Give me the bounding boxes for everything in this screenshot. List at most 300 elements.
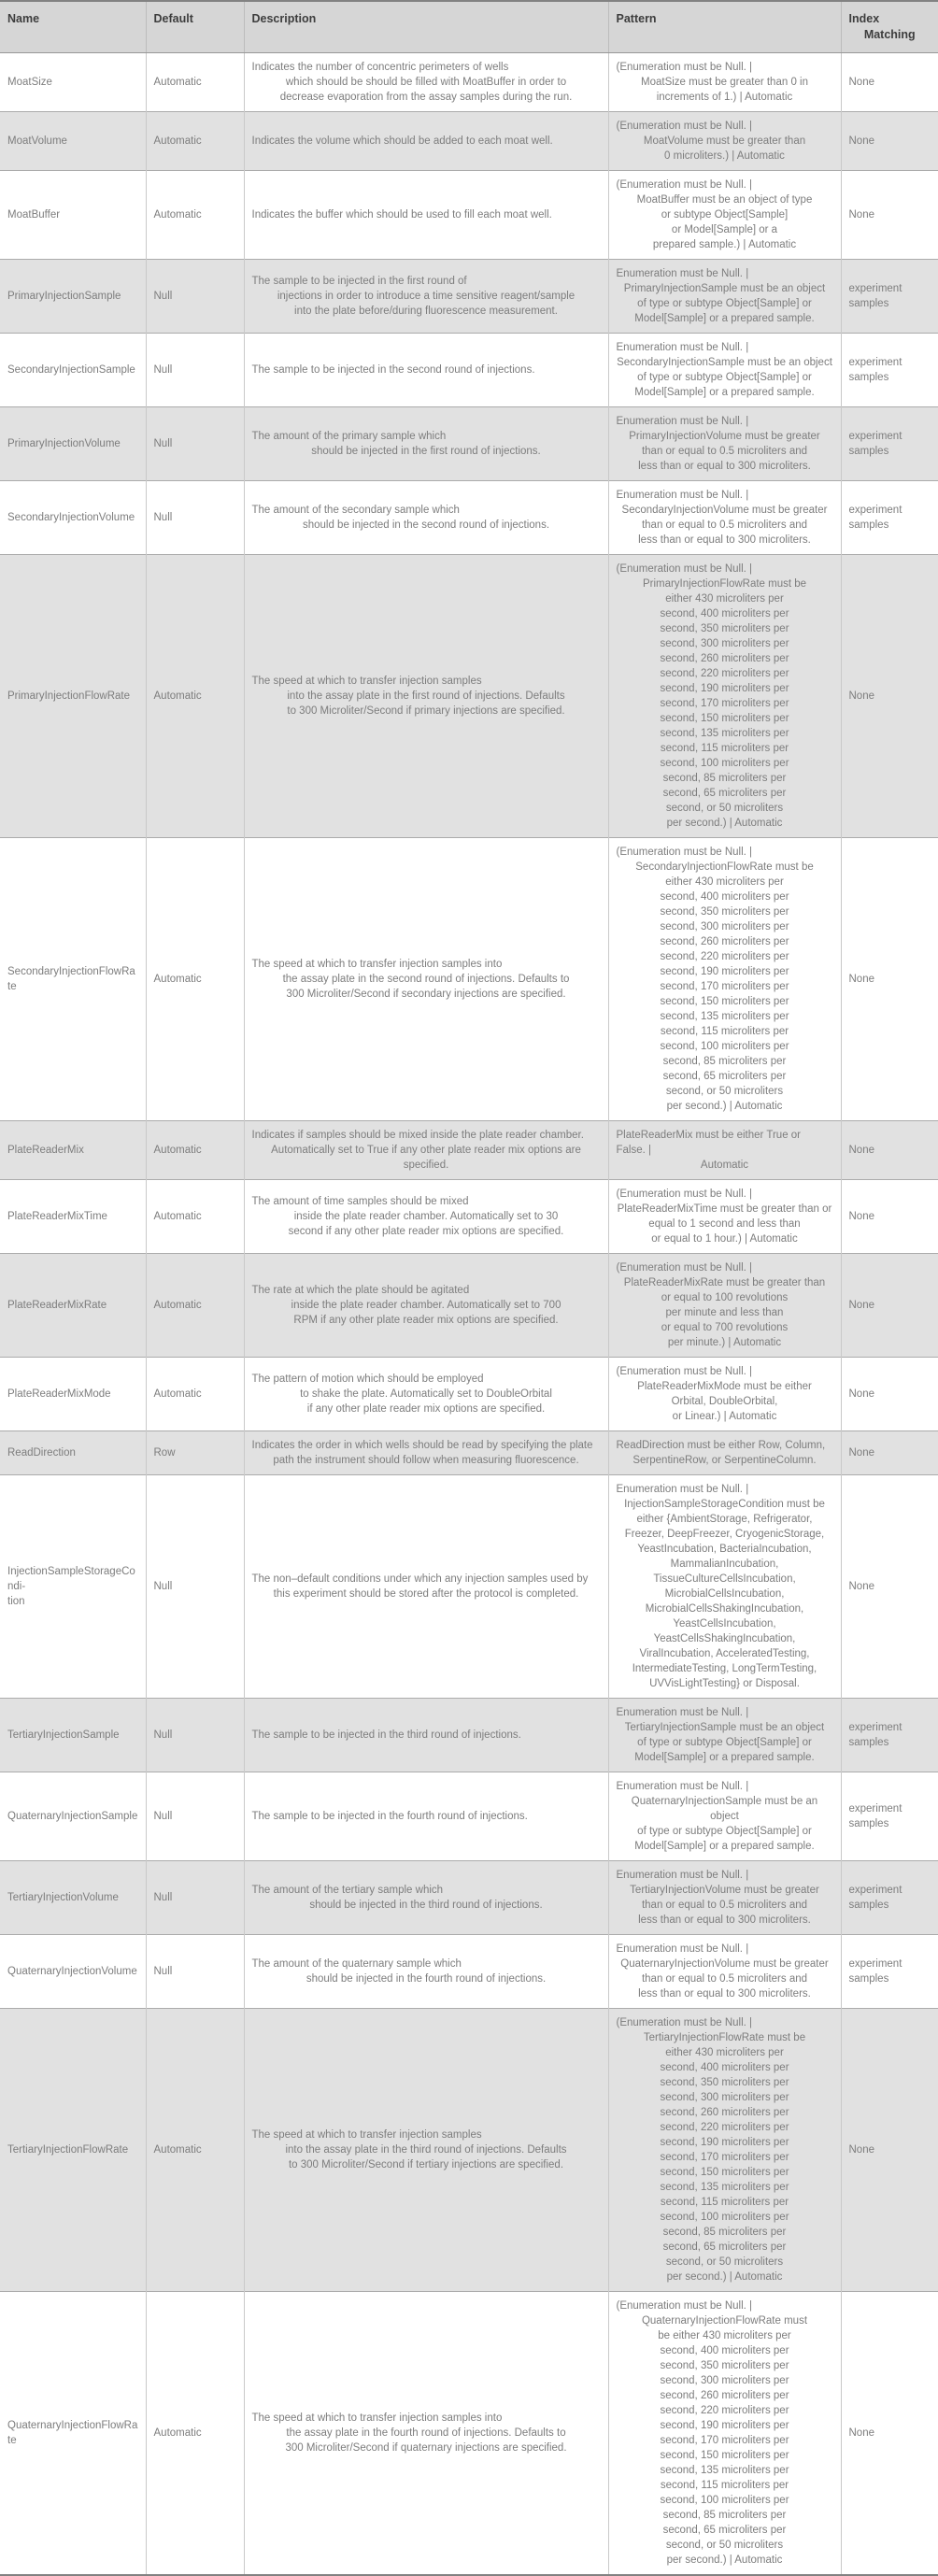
pattern-cell (608, 1861, 841, 1935)
name-cell (0, 1431, 146, 1475)
default-cell (146, 1358, 244, 1431)
default-cell (146, 1772, 244, 1861)
index-matching-cell-line: None (848, 1300, 874, 1311)
description-cell-line: to 300 Microliter/Second if primary injections are specified. (287, 705, 565, 717)
index-matching-cell (841, 1121, 938, 1180)
description-cell (244, 1180, 608, 1254)
name-cell (0, 1772, 146, 1861)
description-cell-line: The non–default conditions under which any injection samples used by (251, 1573, 589, 1585)
pattern-cell-line: second, 170 microliters per (660, 2435, 789, 2446)
default-cell (146, 838, 244, 1121)
pattern-cell-line: PlateReaderMixMode must be either (637, 1381, 812, 1392)
index-matching-cell-line: experiment samples (848, 505, 902, 531)
pattern-cell-line: second, 135 microliters per (660, 1011, 789, 1022)
description-cell-line: decrease evaporation from the assay samples during the run. (279, 92, 573, 103)
table-row (0, 1358, 938, 1431)
pattern-cell (608, 1431, 841, 1475)
name-cell-line: PlateReaderMixTime (7, 1211, 107, 1222)
name-cell-line: SecondaryInjectionFlowRate (7, 966, 135, 992)
default-cell-line: Null (153, 364, 173, 376)
pattern-cell-line: Model[Sample] or a prepared sample. (634, 313, 815, 324)
name-cell-line: PrimaryInjectionVolume (7, 438, 121, 449)
table-row (0, 334, 938, 407)
pattern-cell-line: or equal to 100 revolutions (661, 1292, 789, 1303)
pattern-cell-line: IntermediateTesting, LongTermTesting, (632, 1663, 817, 1674)
pattern-cell-line: second, 170 microliters per (660, 2152, 789, 2163)
pattern-cell-line: second, 350 microliters per (660, 623, 789, 634)
description-cell (244, 1475, 608, 1699)
pattern-cell-line: than or equal to 0.5 microliters and (641, 1973, 808, 1985)
pattern-cell-line: second, 260 microliters per (660, 653, 789, 664)
description-cell (244, 838, 608, 1121)
pattern-cell-line: (Enumeration must be Null. | (616, 563, 753, 575)
pattern-cell-line: per second.) | Automatic (666, 1101, 783, 1112)
description-cell-line: The amount of the primary sample which (251, 431, 447, 442)
pattern-cell-line: MicrobialCellsShakingIncubation, (645, 1603, 804, 1615)
pattern-cell (608, 171, 841, 260)
pattern-cell-line: of type or subtype Object[Sample] or (637, 1826, 812, 1837)
pattern-cell-line: second, 260 microliters per (660, 2107, 789, 2118)
table-row (0, 260, 938, 334)
description-cell-line: 300 Microliter/Second if secondary injections are specified. (286, 989, 566, 1000)
table-row (0, 1254, 938, 1358)
pattern-cell-line: second, 300 microliters per (660, 638, 789, 649)
pattern-cell-line: per second.) | Automatic (666, 818, 783, 829)
pattern-cell-line: second, 170 microliters per (660, 698, 789, 709)
index-matching-cell (841, 1699, 938, 1772)
name-cell (0, 1699, 146, 1772)
pattern-cell-line: equal to 1 second and less than (648, 1218, 801, 1230)
table-row (0, 1699, 938, 1772)
description-cell (244, 53, 608, 112)
pattern-cell-line: either 430 microliters per (665, 876, 784, 888)
pattern-cell-line: less than or equal to 300 microliters. (638, 1914, 811, 1926)
index-matching-cell-line: None (848, 2144, 874, 2156)
description-cell-line: The amount of the tertiary sample which (251, 1885, 444, 1896)
pattern-cell (608, 260, 841, 334)
default-cell (146, 260, 244, 334)
pattern-cell-line: of type or subtype Object[Sample] or (637, 1737, 812, 1748)
pattern-cell-line: PrimaryInjectionSample must be an object (623, 283, 826, 294)
pattern-cell-line: second, 190 microliters per (660, 2420, 789, 2431)
default-cell (146, 2292, 244, 2576)
pattern-cell-line: second, 170 microliters per (660, 981, 789, 992)
name-cell-line: QuaternaryInjectionSample (7, 1811, 138, 1822)
description-cell-line: The rate at which the plate should be agitated (251, 1285, 470, 1296)
description-cell-line: The speed at which to transfer injection samples into (251, 959, 503, 970)
pattern-cell-line: PlateReaderMix must be either True or False. | (616, 1130, 802, 1156)
pattern-cell-line: Freezer, DeepFreezer, CryogenicStorage, (624, 1529, 825, 1540)
pattern-cell-line: YeastCellsShakingIncubation, (653, 1633, 796, 1644)
description-cell-line: inside the plate reader chamber. Automatically set to 30 (293, 1211, 559, 1222)
pattern-cell-line: second, 100 microliters per (660, 758, 789, 769)
table-row (0, 407, 938, 481)
pattern-cell-line: TertiaryInjectionFlowRate must be (643, 2032, 806, 2043)
name-cell (0, 334, 146, 407)
default-cell-line: Null (153, 438, 173, 449)
index-matching-cell-line: experiment samples (848, 431, 902, 457)
pattern-cell-line: either 430 microliters per (665, 593, 784, 605)
description-cell-line: Indicates the volume which should be added to each moat well. (251, 135, 553, 147)
default-cell-line: Null (153, 291, 173, 302)
description-cell (244, 1935, 608, 2009)
default-cell (146, 53, 244, 112)
description-cell-line: Indicates the order in which wells should be read by specifying the plate (251, 1440, 593, 1451)
default-cell-line: Row (153, 1447, 176, 1459)
description-cell (244, 481, 608, 555)
pattern-cell-line: second, 300 microliters per (660, 2092, 789, 2103)
description-cell-line: 300 Microliter/Second if quaternary injections are specified. (285, 2442, 567, 2454)
pattern-cell-line: QuaternaryInjectionVolume must be greater (620, 1958, 829, 1970)
default-cell (146, 171, 244, 260)
pattern-cell (608, 2009, 841, 2292)
pattern-cell-line: Enumeration must be Null. | (616, 416, 749, 427)
description-cell-line: Indicates the number of concentric perimeters of wells (251, 62, 509, 73)
index-matching-cell-line: None (848, 77, 874, 88)
name-cell (0, 1935, 146, 2009)
description-cell-line: The pattern of motion which should be employed (251, 1373, 484, 1385)
pattern-cell (608, 2292, 841, 2576)
name-cell-line: PlateReaderMix (7, 1145, 84, 1156)
column-header-name (0, 1, 146, 53)
pattern-cell-line: per second.) | Automatic (666, 2555, 783, 2566)
index-matching-cell-line: None (848, 974, 874, 985)
name-cell (0, 260, 146, 334)
name-cell-line: InjectionSampleStorageCondi- (7, 1566, 135, 1592)
index-matching-cell (841, 838, 938, 1121)
name-cell-line: QuaternaryInjectionVolume (7, 1966, 137, 1977)
index-matching-cell (841, 481, 938, 555)
column-header-description (244, 1, 608, 53)
pattern-cell-line: second, 100 microliters per (660, 2495, 789, 2506)
description-cell-line: into the assay plate in the third round of injections. Defaults (285, 2144, 567, 2156)
index-matching-cell-line: None (848, 1145, 874, 1156)
pattern-cell-line: (Enumeration must be Null. | (616, 121, 753, 132)
description-cell-line: RPM if any other plate reader mix options are specified. (293, 1315, 559, 1326)
pattern-cell-line: second, 135 microliters per (660, 728, 789, 739)
pattern-cell-line: of type or subtype Object[Sample] or (637, 298, 812, 309)
index-matching-cell-line: None (848, 1581, 874, 1592)
pattern-cell-line: second, 220 microliters per (660, 668, 789, 679)
pattern-cell-line: second, or 50 microliters (665, 1086, 784, 1097)
pattern-cell-line: second, 350 microliters per (660, 906, 789, 918)
pattern-cell-line: second, 150 microliters per (660, 2167, 789, 2178)
default-cell-line: Null (153, 1811, 173, 1822)
name-cell (0, 53, 146, 112)
pattern-cell-line: 0 microliters.) | Automatic (664, 150, 785, 162)
description-cell (244, 1358, 608, 1431)
pattern-cell-line: second, 115 microliters per (660, 743, 789, 754)
pattern-cell-line: TertiaryInjectionSample must be an object (624, 1722, 825, 1733)
description-cell-line: Indicates the buffer which should be used to fill each moat well. (251, 209, 552, 221)
name-cell-line: SecondaryInjectionSample (7, 364, 135, 376)
name-cell (0, 1475, 146, 1699)
pattern-cell-line: (Enumeration must be Null. | (616, 62, 753, 73)
pattern-cell-line: (Enumeration must be Null. | (616, 1366, 753, 1377)
pattern-cell-line: MoatBuffer must be an object of type (636, 194, 813, 206)
pattern-cell-line: MoatVolume must be greater than (643, 135, 806, 147)
description-cell (244, 1431, 608, 1475)
index-matching-cell (841, 1861, 938, 1935)
pattern-cell-line: YeastCellsIncubation, (673, 1618, 776, 1630)
pattern-cell-line: MicrobialCellsIncubation, (664, 1588, 785, 1600)
pattern-cell-line: second, 350 microliters per (660, 2077, 789, 2088)
index-matching-cell (841, 1254, 938, 1358)
pattern-cell-line: second, 400 microliters per (660, 2062, 789, 2073)
pattern-cell-line: (Enumeration must be Null. | (616, 2300, 753, 2312)
description-cell-line: to shake the plate. Automatically set to DoubleOrbital (300, 1388, 552, 1400)
pattern-cell-line: second, 85 microliters per (662, 773, 787, 784)
table-header (0, 1, 938, 53)
pattern-cell-line: SerpentineRow, or SerpentineColumn. (632, 1455, 817, 1466)
name-cell (0, 407, 146, 481)
default-cell (146, 1180, 244, 1254)
pattern-cell-line: second, 220 microliters per (660, 951, 789, 962)
pattern-cell-line: or subtype Object[Sample] (661, 209, 789, 221)
index-matching-cell-line: experiment samples (848, 1958, 902, 1985)
default-cell-line: Null (153, 1966, 173, 1977)
default-cell (146, 2009, 244, 2292)
description-cell-line: The speed at which to transfer injection samples (251, 2129, 482, 2141)
pattern-cell-line: second, 65 microliters per (662, 1071, 787, 1082)
pattern-cell-line: QuaternaryInjectionFlowRate must (641, 2315, 808, 2327)
table-row (0, 112, 938, 171)
description-cell-line: The speed at which to transfer injection samples into (251, 2412, 503, 2424)
pattern-cell (608, 1935, 841, 2009)
table-row (0, 555, 938, 838)
pattern-cell-line: (Enumeration must be Null. | (616, 2017, 753, 2028)
description-cell (244, 260, 608, 334)
description-cell-line: second if any other plate reader mix options are specified. (288, 1226, 564, 1237)
name-cell (0, 2292, 146, 2576)
pattern-cell-line: second, 350 microliters per (660, 2360, 789, 2371)
description-cell-line: into the assay plate in the first round of injections. Defaults (287, 690, 565, 702)
pattern-cell-line: second, 190 microliters per (660, 966, 789, 977)
table-row (0, 838, 938, 1121)
pattern-cell-line: Orbital, DoubleOrbital, (671, 1396, 778, 1407)
description-cell-line: The amount of the quaternary sample which (251, 1958, 462, 1970)
pattern-cell (608, 112, 841, 171)
default-cell-line: Null (153, 1729, 173, 1741)
name-cell-line: tion (7, 1596, 25, 1607)
index-matching-cell (841, 53, 938, 112)
name-cell-line: TertiaryInjectionFlowRate (7, 2144, 129, 2156)
pattern-cell (608, 334, 841, 407)
name-cell (0, 1358, 146, 1431)
index-matching-cell (841, 1358, 938, 1431)
default-cell-line: Null (153, 1892, 173, 1903)
pattern-cell-line: second, 260 microliters per (660, 936, 789, 947)
table-row (0, 1475, 938, 1699)
table-row (0, 1431, 938, 1475)
default-cell (146, 112, 244, 171)
default-cell-line: Automatic (153, 1211, 202, 1222)
pattern-cell-line: second, 190 microliters per (660, 683, 789, 694)
pattern-cell-line: second, 65 microliters per (662, 2525, 787, 2536)
description-cell-line: The amount of the secondary sample which (251, 505, 460, 516)
pattern-cell-line: or equal to 1 hour.) | Automatic (651, 1233, 798, 1245)
pattern-cell (608, 481, 841, 555)
name-cell (0, 481, 146, 555)
name-cell-line: QuaternaryInjectionFlowRate (7, 2420, 138, 2446)
pattern-cell-line: than or equal to 0.5 microliters and (641, 446, 808, 457)
description-cell-line: if any other plate reader mix options are specified. (306, 1403, 546, 1415)
index-matching-cell-line: None (848, 135, 874, 147)
default-cell (146, 555, 244, 838)
pattern-cell-line: less than or equal to 300 microliters. (638, 1988, 811, 2000)
name-cell (0, 1121, 146, 1180)
column-header-name-label: Name (7, 12, 40, 25)
description-cell (244, 1772, 608, 1861)
pattern-cell-line: than or equal to 0.5 microliters and (641, 1900, 808, 1911)
pattern-cell-line: Model[Sample] or a prepared sample. (634, 387, 815, 398)
index-matching-cell-line: experiment samples (848, 1722, 902, 1748)
name-cell-line: MoatBuffer (7, 209, 61, 221)
pattern-cell-line: SecondaryInjectionFlowRate must be (635, 861, 814, 873)
pattern-cell-line: second, 220 microliters per (660, 2405, 789, 2416)
name-cell-line: TertiaryInjectionVolume (7, 1892, 119, 1903)
description-cell (244, 555, 608, 838)
pattern-cell-line: SecondaryInjectionVolume must be greater (621, 505, 828, 516)
description-cell-line: the assay plate in the second round of injections. Defaults to (282, 974, 570, 985)
description-cell-line: The speed at which to transfer injection samples (251, 676, 482, 687)
pattern-cell-line: PlateReaderMixTime must be greater than or (617, 1203, 832, 1215)
pattern-cell-line: second, 150 microliters per (660, 996, 789, 1007)
default-cell-line: Null (153, 1581, 173, 1592)
default-cell (146, 1121, 244, 1180)
name-cell-line: MoatSize (7, 77, 52, 88)
pattern-cell-line: Enumeration must be Null. | (616, 268, 749, 279)
index-matching-cell-line: experiment samples (848, 283, 902, 309)
pattern-cell-line: second, 115 microliters per (660, 1026, 789, 1037)
index-matching-cell-line: None (848, 2427, 874, 2439)
index-matching-cell-line: None (848, 209, 874, 221)
name-cell-line: ReadDirection (7, 1447, 76, 1459)
default-cell-line: Automatic (153, 209, 202, 221)
pattern-cell (608, 53, 841, 112)
pattern-cell-line: per second.) | Automatic (666, 2271, 783, 2283)
index-matching-cell (841, 112, 938, 171)
pattern-cell-line: second, 400 microliters per (660, 608, 789, 619)
pattern-cell-line: MoatSize must be greater than 0 in (641, 77, 808, 88)
default-cell (146, 407, 244, 481)
description-cell-line: should be injected in the third round of injections. (309, 1900, 543, 1911)
index-matching-cell-line: experiment samples (848, 1803, 902, 1829)
table-row (0, 1180, 938, 1254)
pattern-cell-line: second, 115 microliters per (660, 2197, 789, 2208)
default-cell-line: Automatic (153, 1300, 202, 1311)
index-matching-cell (841, 1935, 938, 2009)
pattern-cell-line: second, 260 microliters per (660, 2390, 789, 2401)
default-cell (146, 1861, 244, 1935)
pattern-cell-line: or Model[Sample] or a (671, 224, 778, 235)
index-matching-cell-line: None (848, 1447, 874, 1459)
pattern-cell-line: Model[Sample] or a prepared sample. (634, 1752, 815, 1763)
description-cell (244, 2292, 608, 2576)
pattern-cell-line: InjectionSampleStorageCondition must be (624, 1499, 825, 1510)
name-cell (0, 112, 146, 171)
table-row (0, 53, 938, 112)
name-cell (0, 1861, 146, 1935)
default-cell-line: Automatic (153, 690, 202, 702)
index-matching-cell (841, 1431, 938, 1475)
description-cell-line: Indicates if samples should be mixed inside the plate reader chamber. (251, 1130, 584, 1141)
index-matching-cell (841, 1180, 938, 1254)
pattern-cell-line: Enumeration must be Null. | (616, 1943, 749, 1955)
pattern-cell-line: Enumeration must be Null. | (616, 342, 749, 353)
description-cell-line: to 300 Microliter/Second if tertiary injections are specified. (288, 2159, 564, 2170)
pattern-cell-line: second, 85 microliters per (662, 1056, 787, 1067)
table-row (0, 2292, 938, 2576)
default-cell-line: Automatic (153, 2144, 202, 2156)
pattern-cell-line: less than or equal to 300 microliters. (638, 534, 811, 546)
index-matching-cell (841, 1475, 938, 1699)
description-cell (244, 1254, 608, 1358)
pattern-cell-line: ViralIncubation, AcceleratedTesting, (639, 1648, 810, 1659)
pattern-cell-line: second, 65 microliters per (662, 2242, 787, 2253)
pattern-cell-line: of type or subtype Object[Sample] or (637, 372, 812, 383)
pattern-cell-line: TissueCultureCellsIncubation, (653, 1573, 796, 1585)
description-cell-line: should be injected in the first round of injections. (311, 446, 541, 457)
index-matching-cell-line: None (848, 1211, 874, 1222)
pattern-cell-line: PlateReaderMixRate must be greater than (623, 1277, 826, 1288)
pattern-cell-line: second, 220 microliters per (660, 2122, 789, 2133)
pattern-cell-line: TertiaryInjectionVolume must be greater (630, 1885, 819, 1896)
pattern-cell-line: or Linear.) | Automatic (672, 1411, 777, 1422)
pattern-cell-line: Enumeration must be Null. | (616, 1870, 749, 1881)
table-row (0, 1121, 938, 1180)
pattern-cell-line: per minute.) | Automatic (667, 1337, 782, 1348)
pattern-cell-line: ReadDirection must be either Row, Column, (616, 1440, 826, 1451)
pattern-cell-line: (Enumeration must be Null. | (616, 179, 753, 191)
pattern-cell-line: PrimaryInjectionVolume must be greater (629, 431, 820, 442)
column-header-pattern (608, 1, 841, 53)
column-header-default-label: Default (153, 12, 193, 25)
pattern-cell-line: less than or equal to 300 microliters. (638, 461, 811, 472)
pattern-cell-line: Enumeration must be Null. | (616, 1781, 749, 1792)
default-cell-line: Automatic (153, 974, 202, 985)
pattern-cell-line: either 430 microliters per (665, 2047, 784, 2058)
name-cell-line: PrimaryInjectionFlowRate (7, 690, 131, 702)
table-row (0, 2009, 938, 2292)
pattern-cell-line: or equal to 700 revolutions (661, 1322, 789, 1333)
column-header-index-matching-label: Matching (863, 28, 916, 41)
pattern-cell-line: second, 150 microliters per (660, 713, 789, 724)
pattern-cell-line: second, 100 microliters per (660, 2212, 789, 2223)
description-cell-line: should be injected in the second round of injections. (302, 519, 550, 531)
pattern-cell-line: second, 135 microliters per (660, 2182, 789, 2193)
pattern-cell-line: second, 85 microliters per (662, 2510, 787, 2521)
pattern-cell-line: Enumeration must be Null. | (616, 1707, 749, 1718)
pattern-cell-line: per minute and less than (665, 1307, 784, 1318)
index-matching-cell-line: experiment samples (848, 1885, 902, 1911)
description-cell-line: inside the plate reader chamber. Automatically set to 700 (291, 1300, 561, 1311)
index-matching-cell-line: None (848, 690, 874, 702)
default-cell (146, 1254, 244, 1358)
pattern-cell-line: increments of 1.) | Automatic (656, 92, 793, 103)
default-cell (146, 1935, 244, 2009)
default-cell (146, 1431, 244, 1475)
pattern-cell-line: second, 135 microliters per (660, 2465, 789, 2476)
description-cell-line: The sample to be injected in the first round of (251, 276, 467, 287)
pattern-cell-line: second, 65 microliters per (662, 788, 787, 799)
pattern-cell-line: second, or 50 microliters (665, 803, 784, 814)
index-matching-cell-line: experiment samples (848, 357, 902, 383)
default-cell-line: Null (153, 512, 173, 523)
column-header-description-label: Description (251, 12, 317, 25)
pattern-cell-line: second, 100 microliters per (660, 1041, 789, 1052)
description-cell (244, 112, 608, 171)
